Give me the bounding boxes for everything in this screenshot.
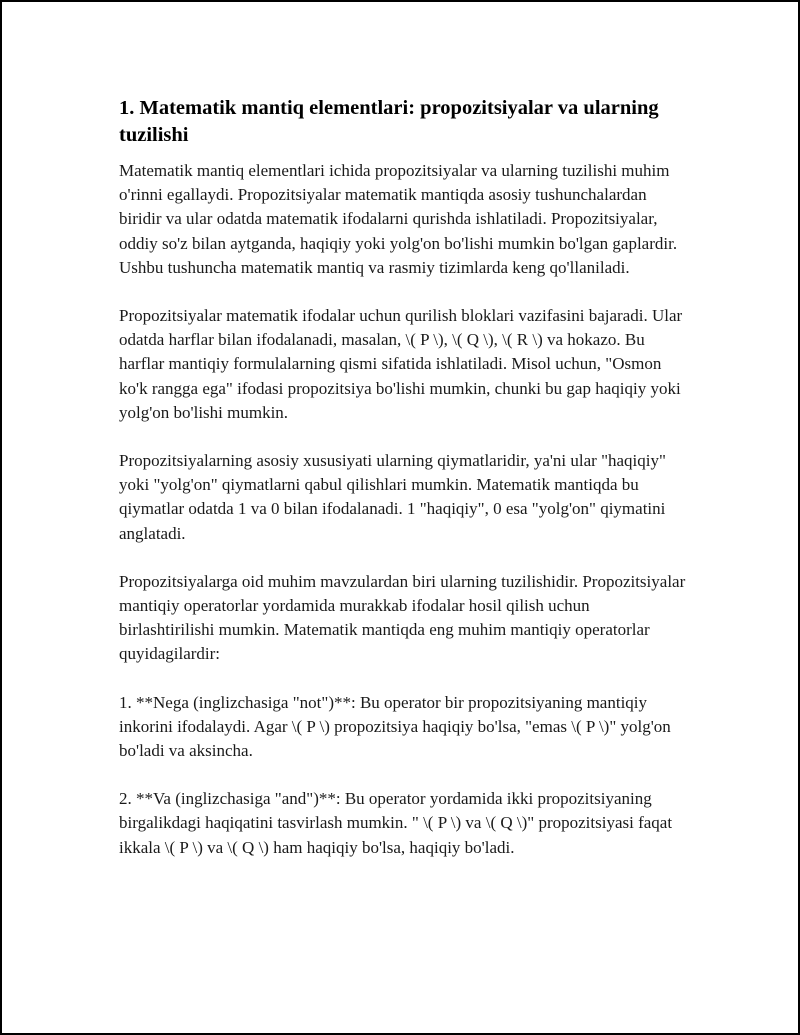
paragraph-building-blocks: Propozitsiyalar matematik ifodalar uchun qurilish bloklari vazifasini bajaradi. Ular odatda harflar bilan ifodalanadi, masalan, \( P \), \( Q \), \( R \) va hokazo. Bu harflar mantiqiy formulalarning qismi sifatida ishlatiladi. Misol uchun, "Osmon ko'k rangga ega" ifodasi propozitsiya bo'lishi mumkin, chunki bu gap haqiqiy yoki yolg'on bo'lishi mumkin. <box>119 306 683 422</box>
paragraph-intro: Matematik mantiq elementlari ichida propozitsiyalar va ularning tuzilishi muhim o'rinni egallaydi. Propozitsiyalar matematik mantiqda asosiy tushunchalardan biridir va ular odatda matematik ifodalarni qurishda ishlatiladi. Propozitsiyalar, oddiy so'z bilan aytganda, haqiqiy yoki yolg'on bo'lishi mumkin bo'lgan gaplardir. Ushbu tushuncha matematik mantiq va rasmiy tizimlarda keng qo'llaniladi. <box>119 161 678 277</box>
paragraph-truth-values: Propozitsiyalarning asosiy xususiyati ularning qiymatlaridir, ya'ni ular "haqiqiy" yoki "yolg'on" qiymatlarni qabul qilishlari mumkin. Matematik mantiqda bu qiymatlar odatda 1 va 0 bilan ifodalanadi. 1 "haqiqiy", 0 esa "yolg'on" qiymatini anglatadi. <box>119 451 666 543</box>
section-heading: 1. Matematik mantiq elementlari: propozitsiyalar va ularning tuzilishi <box>119 97 659 146</box>
paragraph-structure: Propozitsiyalarga oid muhim mavzulardan biri ularning tuzilishidir. Propozitsiyalar mantiqiy operatorlar yordamida murakkab ifodalar hosil qilish uchun birlashtirilishi mumkin. Matematik mantiqda eng muhim mantiqiy operatorlar quyidagilardir: <box>119 571 686 664</box>
list-item-and-operator: 2. **Va (inglizchasiga "and")**: Bu operator yordamida ikki propozitsiyaning birgalikdagi haqiqatini tasvirlash mumkin. " \( P \) va \( Q \)" propozitsiyasi faqat ikkala \( P \) va \( Q \) ham haqiqiy bo'lsa, haqiqiy bo'ladi. <box>119 789 673 857</box>
document-body <box>119 95 689 884</box>
list-item-not-operator: 1. **Nega (inglizchasiga "not")**: Bu operator bir propozitsiyaning mantiqiy inkorini ifodalaydi. Agar \( P \) propozitsiya haqiqiy bo'lsa, "emas \( P \)" yolg'on bo'ladi va aksincha. <box>119 692 671 761</box>
